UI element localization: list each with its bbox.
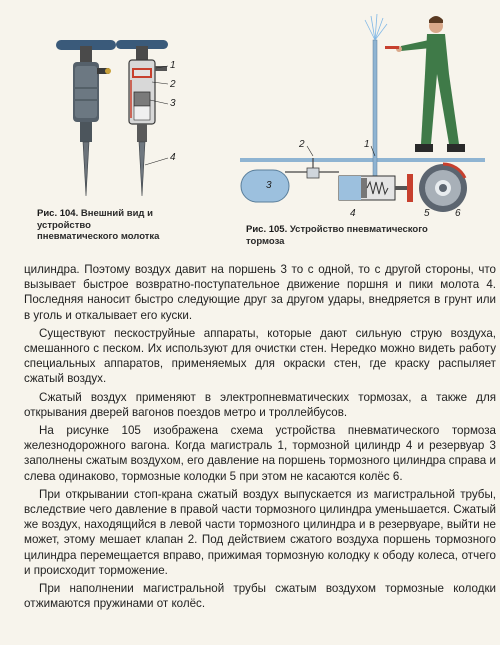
paragraph-3: Сжатый воздух применяют в электропневматических тормозах, а также для открывания дверей вагонов поездов метро и троллейбусов. bbox=[24, 390, 496, 419]
paragraph-2: Существуют пескоструйные аппараты, которые дают сильную струю воздуха, смешанного с песком. Их используют для очистки стен. Нередко можно видеть работу специальных аппаратов, применяемых для окраски стен, где краску распыляет сжатый воздух. bbox=[24, 326, 496, 386]
fig105-label-6: 6 bbox=[455, 208, 461, 219]
fig105-label-4: 4 bbox=[350, 208, 356, 219]
paragraph-5: При открывании стоп-крана сжатый воздух выпускается из магистральной трубы, вследствие чего давление в правой части тормозного цилиндра уменьшается. Сжатый же воздух, находящийся в левой части тормозного цилиндра и в резервуаре, выйти не может, этому мешает клапан 2. Под действием сжатого воздуха поршень тормозного цилиндра перемещается вправо, прижимая тормозную колодку к ободу колеса, отчего и происходит торможение. bbox=[24, 487, 496, 577]
fig105-label-3: 3 bbox=[266, 180, 272, 191]
figure-104-caption-number: Рис. 104. bbox=[37, 208, 79, 219]
hammer-exterior-drawing bbox=[56, 40, 116, 196]
figure-104-illustration bbox=[0, 0, 215, 205]
fig105-label-1: 1 bbox=[364, 139, 370, 150]
figure-105-caption-number: Рис. 105. bbox=[246, 224, 288, 235]
hammer-cross-section-drawing bbox=[116, 40, 168, 196]
figure-105-illustration bbox=[215, 0, 500, 230]
figure-105-caption bbox=[246, 224, 446, 247]
fig104-label-4: 4 bbox=[170, 152, 176, 163]
paragraph-6: При наполнении магистральной трубы сжатым воздухом тормозные колодки отжимаются пружинами от колёс. bbox=[24, 582, 496, 611]
worker-figure bbox=[385, 16, 465, 152]
body-text bbox=[24, 262, 496, 611]
figure-104-caption bbox=[37, 208, 167, 243]
paragraph-4: На рисунке 105 изображена схема устройства пневматического тормоза железнодорожного вагона. Когда магистраль 1, тормозной цилиндр 4 и резервуар 3 заполнены сжатым воздухом, его давление на поршень тормозного цилиндра справа и слева одинаково, тормозные колодки 5 при этом не касаются колёс 6. bbox=[24, 424, 496, 483]
figure-104-caption-text: Внешний вид и устройство пневматического молотка bbox=[37, 208, 160, 242]
fig105-label-2: 2 bbox=[299, 139, 305, 150]
fig105-label-5: 5 bbox=[424, 208, 430, 219]
fig104-label-2: 2 bbox=[170, 79, 176, 90]
figure-105-caption-text: Устройство пневматического тормоза bbox=[246, 224, 428, 247]
fig104-label-3: 3 bbox=[170, 98, 176, 109]
paragraph-1: цилиндра. Поэтому воздух давит на поршень 3 то с одной, то с другой стороны, что вызывает быстрое возвратно-поступательное движение поршня и пики молота 4. Последняя наносит быстро следующие друг за другом удары, внедряется в грунт или в уголь и откалывает его куски. bbox=[24, 263, 496, 322]
wheel-icon bbox=[419, 164, 467, 212]
air-spray-icon bbox=[365, 14, 387, 40]
fig104-label-1: 1 bbox=[170, 60, 176, 71]
